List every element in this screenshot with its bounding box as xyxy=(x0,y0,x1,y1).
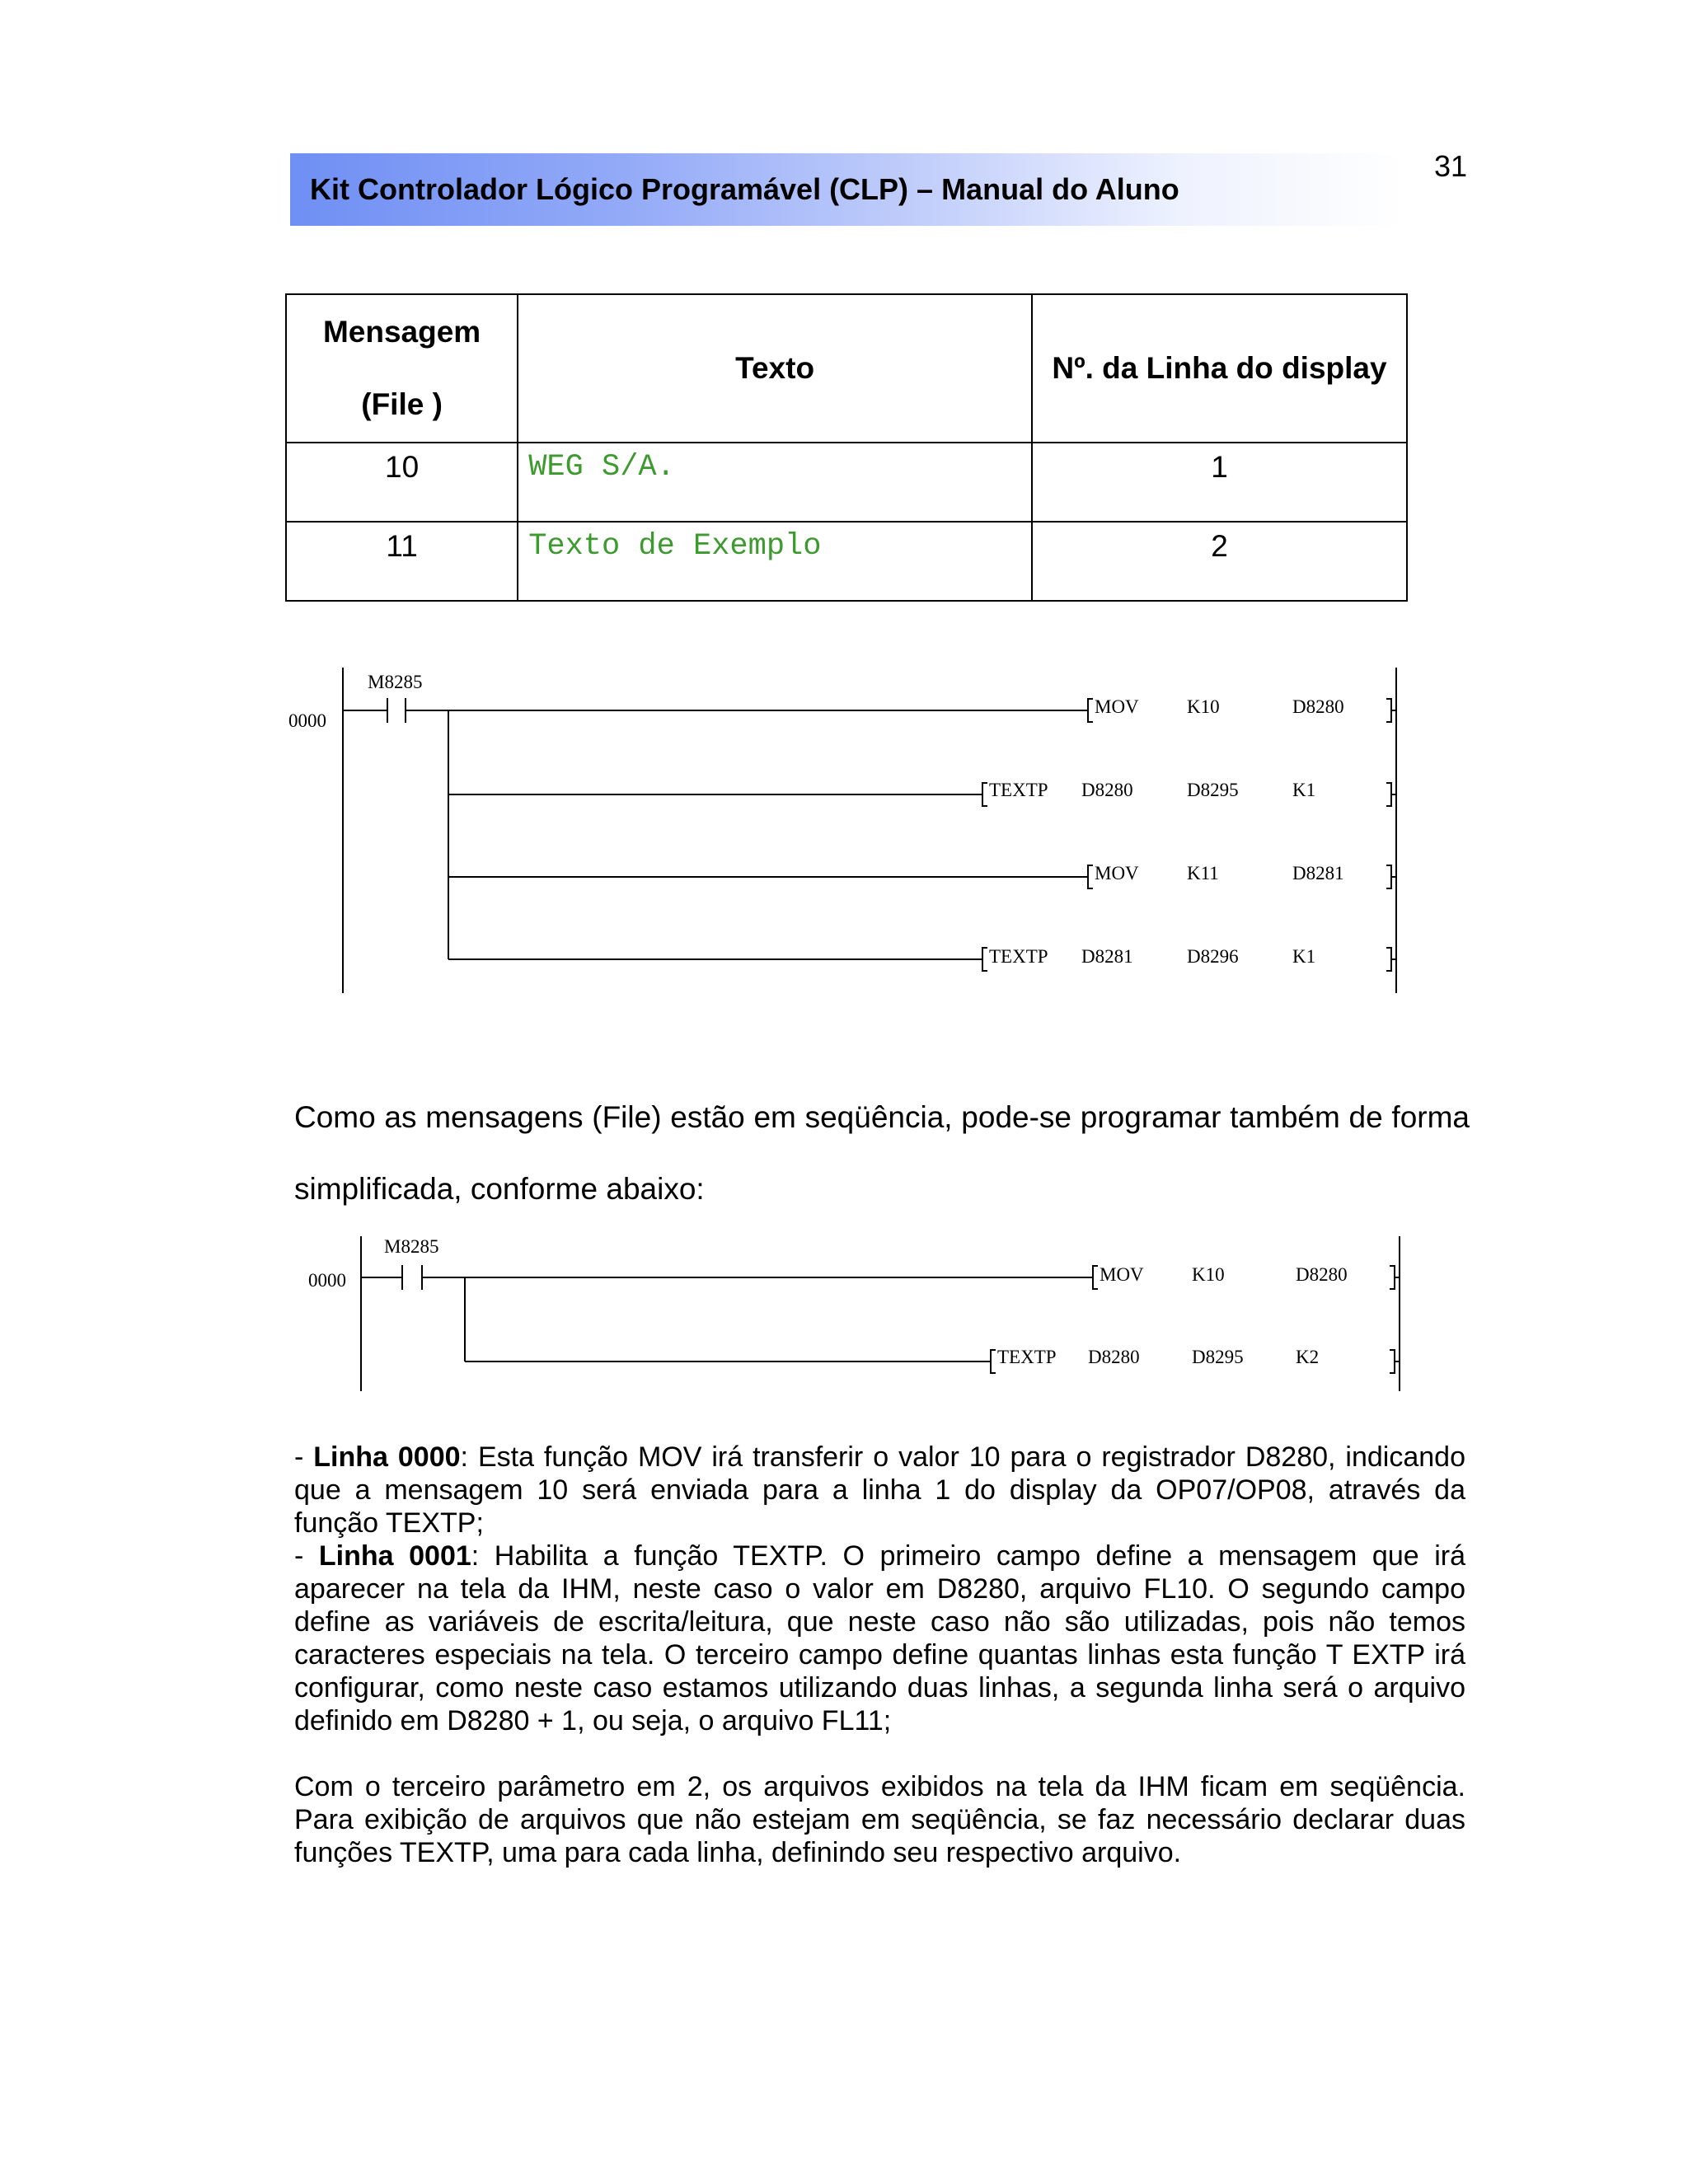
normally-open-contact xyxy=(343,698,450,723)
note-text: : Habilita a função TEXTP. O primeiro campo define a mensagem que irá aparecer na tela da IHM, neste caso o valor em D8280, arquivo FL10. O segundo campo define as variáveis de escrita/leitura, que neste caso não são utilizadas, pois não temos caracteres especiais na tela. O terceiro campo define quantas linhas esta função T EXTP irá configurar, como neste caso estamos utilizando duas linhas, a segunda linha será o arquivo definido em D8280 + 1, ou seja, o arquivo FL11; xyxy=(294,1540,1466,1736)
cell-display-line: 2 xyxy=(1032,522,1407,601)
contact-label: M8285 xyxy=(368,672,423,692)
normally-open-contact xyxy=(361,1265,467,1290)
instruction-mnemonic: TEXTP xyxy=(989,780,1048,800)
note-line-0001: - Linha 0001: Habilita a função TEXTP. O primeiro campo define a mensagem que irá aparecer na tela da IHM, neste caso o valor em D8280, arquivo FL10. O segundo campo define as variáveis de escrita/leitura, que neste caso não são utilizadas, pois não temos caracteres especiais na tela. O terceiro campo define quantas linhas esta função T EXTP irá configurar, como neste caso estamos utilizando duas linhas, a segunda linha será o arquivo definido em D8280 + 1, ou seja, o arquivo FL11; xyxy=(294,1540,1466,1736)
operand: K2 xyxy=(1296,1347,1320,1367)
operand: D8295 xyxy=(1192,1347,1244,1367)
operand: D8296 xyxy=(1187,946,1239,967)
instruction-mnemonic: MOV xyxy=(1095,696,1139,717)
step-number: 0000 xyxy=(308,1270,346,1291)
rung-textp-d8280 xyxy=(448,780,1396,806)
cell-file: 10 xyxy=(286,443,518,522)
header-band xyxy=(290,153,1404,226)
spacer xyxy=(294,1737,1465,1770)
header-file xyxy=(286,294,518,443)
operand: D8280 xyxy=(1088,1347,1140,1367)
rung-mov-k10 xyxy=(448,696,1396,722)
note-label: Linha 0001 xyxy=(318,1540,471,1572)
rung-textp-d8280 xyxy=(465,1347,1400,1373)
instruction-mnemonic: TEXTP xyxy=(989,946,1048,967)
operand: K10 xyxy=(1187,696,1220,717)
operand: D8280 xyxy=(1296,1264,1348,1285)
header-text: Texto xyxy=(518,294,1032,443)
cell-text: Texto de Exemplo xyxy=(518,522,1032,601)
rung-textp-d8281 xyxy=(448,946,1396,971)
cell-file: 11 xyxy=(286,522,518,601)
ladder-diagram-simplified xyxy=(0,1228,1688,1401)
note-label: Linha 0000 xyxy=(313,1441,461,1473)
header-file-line2: (File ) xyxy=(361,387,443,421)
operand: D8280 xyxy=(1292,696,1344,717)
contact-label: M8285 xyxy=(384,1236,439,1257)
ladder-diagram-full xyxy=(0,659,1688,1005)
intro-paragraph: Como as mensagens (File) estão em seqüência, pode-se programar também de forma simplificada, conforme abaixo: xyxy=(294,1100,1470,1206)
operand: K1 xyxy=(1292,780,1316,800)
operand: D8295 xyxy=(1187,780,1239,800)
instruction-mnemonic: MOV xyxy=(1095,863,1139,883)
explanatory-notes xyxy=(294,1441,1465,1869)
operand: D8281 xyxy=(1081,946,1133,967)
rung-mov-k11 xyxy=(448,863,1396,888)
instruction-mnemonic: TEXTP xyxy=(997,1347,1057,1367)
operand: D8280 xyxy=(1081,780,1133,800)
closing-paragraph: Com o terceiro parâmetro em 2, os arquivos exibidos na tela da IHM ficam em seqüência. Para exibição de arquivos que não estejam em seqüência, se faz necessário declarar duas funções TEXTP, uma para cada linha, definindo seu respectivo arquivo. xyxy=(294,1771,1465,1868)
header-display-line: Nº. da Linha do display xyxy=(1032,294,1407,443)
rung-mov-k10 xyxy=(465,1264,1400,1289)
step-number: 0000 xyxy=(288,710,326,731)
operand: K11 xyxy=(1187,863,1219,883)
instruction-mnemonic: MOV xyxy=(1100,1264,1144,1285)
note-line-0000: - Linha 0000: Esta função MOV irá transferir o valor 10 para o registrador D8280, indicando que a mensagem 10 será enviada para a linha 1 do display da OP07/OP08, através da função TEXTP; xyxy=(294,1441,1465,1539)
operand: K10 xyxy=(1192,1264,1225,1285)
table-header-row xyxy=(286,294,1407,443)
document-title: Kit Controlador Lógico Programável (CLP) – Manual do Aluno xyxy=(310,172,1179,206)
table-row xyxy=(286,443,1407,522)
cell-display-line: 1 xyxy=(1032,443,1407,522)
cell-text: WEG S/A. xyxy=(518,443,1032,522)
table-row xyxy=(286,522,1407,601)
page-number: 31 xyxy=(1434,149,1468,183)
operand: D8281 xyxy=(1292,863,1344,883)
note-text: : Esta função MOV irá transferir o valor 10 para o registrador D8280, indicando que a mensagem 10 será enviada para a linha 1 do display da OP07/OP08, através da função TEXTP; xyxy=(294,1441,1465,1539)
message-table xyxy=(285,293,1408,602)
operand: K1 xyxy=(1292,946,1316,967)
header-file-line1: Mensagem xyxy=(322,315,481,349)
